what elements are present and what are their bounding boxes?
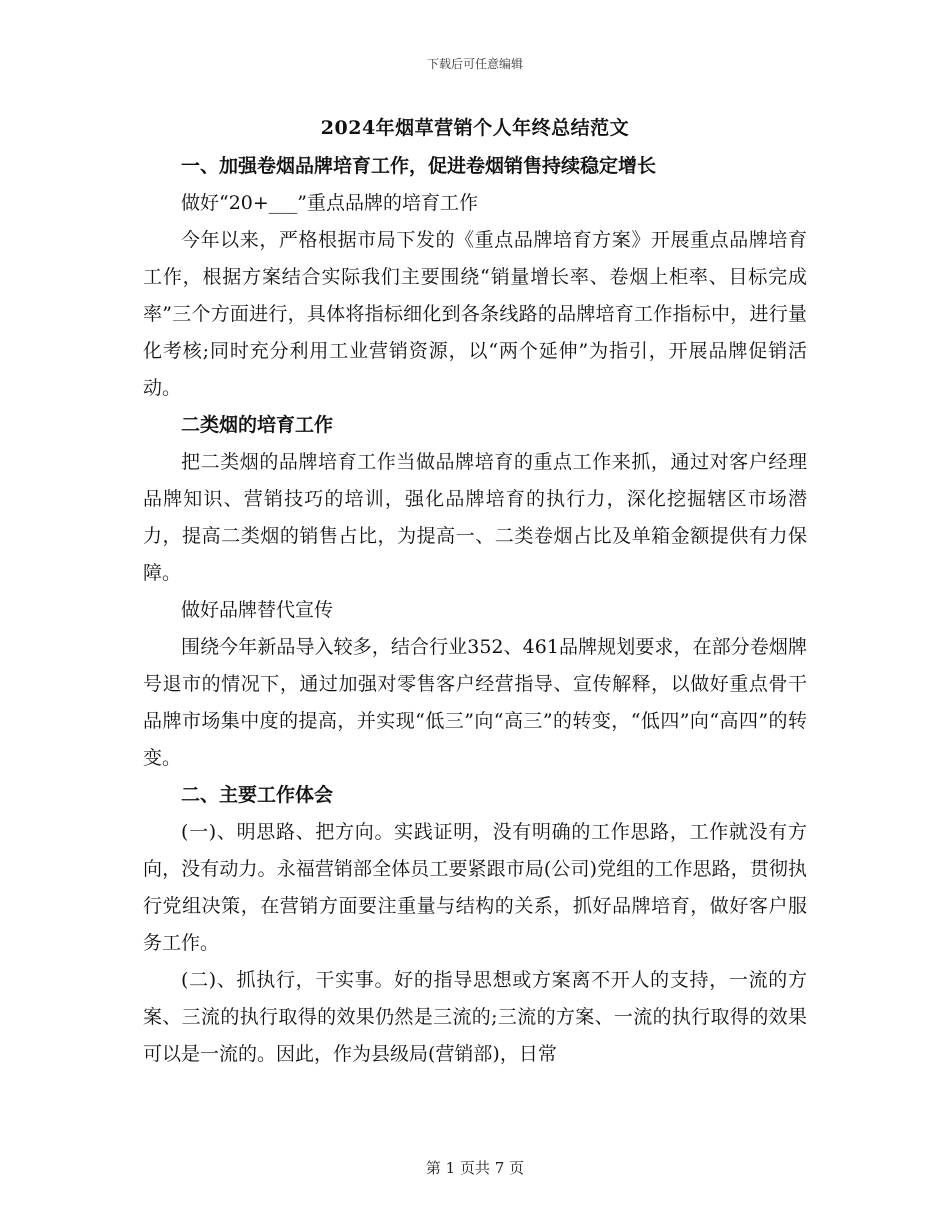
- subheading-brand-replacement: 做好品牌替代宣传: [181, 599, 334, 621]
- section-heading-1: 一、加强卷烟品牌培育工作，促进卷烟销售持续稳定增长: [181, 155, 657, 177]
- subheading-class-two: 二类烟的培育工作: [181, 414, 334, 436]
- section-heading-2: 二、主要工作体会: [181, 784, 334, 806]
- paragraph-brand-replacement: 围绕今年新品导入较多，结合行业352、461品牌规划要求，在部分卷烟牌号退市的情况下，通过加强对零售客户经营指导、宣传解释，以做好重点骨干品牌市场集中度的提高，并实现“低三”向“高三”的转变，“低四”向“高四”的转变。: [143, 636, 807, 769]
- paragraph-experience-1: (一)、明思路、把方向。实践证明，没有明确的工作思路，工作就没有方向，没有动力。永福营销部全体员工要紧跟市局(公司)党组的工作思路，贯彻执行党组决策，在营销方面要注重量与结构的关系，抓好品牌培育，做好客户服务工作。: [143, 821, 807, 954]
- document-body: [143, 112, 807, 1073]
- paragraph-experience-2: (二)、抓执行，干实事。好的指导思想或方案离不开人的支持，一流的方案、三流的执行取得的效果仍然是三流的;三流的方案、一流的执行取得的效果可以是一流的。因此，作为县级局(营销部)，日常: [143, 969, 807, 1065]
- subheading-key-brands: 做好“20+___”重点品牌的培育工作: [181, 192, 479, 214]
- page-header-note: 下载后可任意编辑: [426, 57, 523, 71]
- page-number: 第 1 页共 7 页: [425, 1159, 525, 1177]
- document-title: 2024年烟草营销个人年终总结范文: [320, 117, 630, 139]
- paragraph-brand-cultivation: 今年以来，严格根据市局下发的《重点品牌培育方案》开展重点品牌培育工作，根据方案结合实际我们主要围绕“销量增长率、卷烟上柜率、目标完成率”三个方面进行，具体将指标细化到各条线路的品牌培育工作指标中，进行量化考核;同时充分利用工业营销资源，以“两个延伸”为指引，开展品牌促销活动。: [143, 229, 807, 399]
- paragraph-class-two: 把二类烟的品牌培育工作当做品牌培育的重点工作来抓，通过对客户经理品牌知识、营销技巧的培训，强化品牌培育的执行力，深化挖掘辖区市场潜力，提高二类烟的销售占比，为提高一、二类卷烟占比及单箱金额提供有力保障。: [143, 451, 807, 584]
